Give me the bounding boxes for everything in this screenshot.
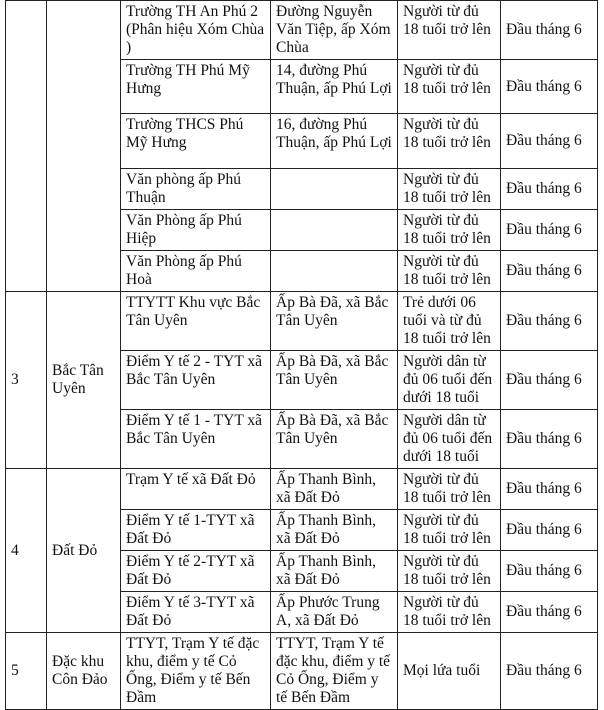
vaccination-schedule-table bbox=[5, 0, 598, 710]
location-cell: Văn phòng ấp Phú Thuận bbox=[121, 169, 271, 210]
target-cell: Người dân từ đủ 06 tuổi đến dưới 18 tuổi bbox=[398, 410, 501, 469]
time-cell: Đầu tháng 6 bbox=[501, 351, 598, 410]
target-cell: Người từ đủ 18 tuổi trở lên bbox=[398, 1, 501, 60]
time-cell: Đầu tháng 6 bbox=[501, 251, 598, 292]
target-cell: Người từ đủ 18 tuổi trở lên bbox=[398, 114, 501, 169]
time-cell: Đầu tháng 6 bbox=[501, 633, 598, 710]
location-cell: Văn Phòng ấp Phú Hoà bbox=[121, 251, 271, 292]
target-cell: Người từ đủ 18 tuổi trở lên bbox=[398, 592, 501, 633]
group-name-cell: Đất Đỏ bbox=[47, 469, 121, 633]
group-name-cell: Đặc khu Côn Đảo bbox=[47, 633, 121, 710]
location-cell: Trường TH Phú Mỹ Hưng bbox=[121, 60, 271, 114]
time-cell: Đầu tháng 6 bbox=[501, 292, 598, 351]
table-row bbox=[6, 292, 598, 351]
time-cell: Đầu tháng 6 bbox=[501, 592, 598, 633]
target-cell: Mọi lứa tuổi bbox=[398, 633, 501, 710]
address-cell: Ấp Thanh Bình, xã Đất Đỏ bbox=[271, 469, 398, 510]
location-cell: Trạm Y tế xã Đất Đỏ bbox=[121, 469, 271, 510]
address-cell: 14, đường Phú Thuận, ấp Phú Lợi bbox=[271, 60, 398, 114]
location-cell: Trường TH An Phú 2 (Phân hiệu Xóm Chùa ) bbox=[121, 1, 271, 60]
location-cell: TTYT, Trạm Y tế đặc khu, điểm y tế Cỏ Ống, Điểm y tế Bến Đầm bbox=[121, 633, 271, 710]
location-cell: Trường THCS Phú Mỹ Hưng bbox=[121, 114, 271, 169]
address-cell: Ấp Phước Trung A, xã Đất Đỏ bbox=[271, 592, 398, 633]
target-cell: Người từ đủ 18 tuổi trở lên bbox=[398, 469, 501, 510]
time-cell: Đầu tháng 6 bbox=[501, 410, 598, 469]
target-cell: Người từ đủ 18 tuổi trở lên bbox=[398, 551, 501, 592]
location-cell: Điểm Y tế 2 - TYT xã Bắc Tân Uyên bbox=[121, 351, 271, 410]
group-number-cell: 3 bbox=[6, 292, 47, 469]
time-cell: Đầu tháng 6 bbox=[501, 169, 598, 210]
target-cell: Người từ đủ 18 tuổi trở lên bbox=[398, 510, 501, 551]
address-cell: TTYT, Trạm Y tế đặc khu, điểm y tế Cỏ Ống, Điểm y tế Bến Đầm bbox=[271, 633, 398, 710]
location-cell: Điểm Y tế 3-TYT xã Đất Đỏ bbox=[121, 592, 271, 633]
location-cell: Điểm Y tế 2-TYT xã Đất Đỏ bbox=[121, 551, 271, 592]
time-cell: Đầu tháng 6 bbox=[501, 510, 598, 551]
table-row bbox=[6, 1, 598, 60]
target-cell: Người từ đủ 18 tuổi trở lên bbox=[398, 251, 501, 292]
address-cell bbox=[271, 169, 398, 210]
address-cell: Ấp Bà Đã, xã Bắc Tân Uyên bbox=[271, 351, 398, 410]
address-cell: Ấp Bà Đã, xã Bắc Tân Uyên bbox=[271, 410, 398, 469]
time-cell: Đầu tháng 6 bbox=[501, 1, 598, 60]
group-number-cell: 5 bbox=[6, 633, 47, 710]
target-cell: Người từ đủ 18 tuổi trở lên bbox=[398, 60, 501, 114]
time-cell: Đầu tháng 6 bbox=[501, 60, 598, 114]
table-row bbox=[6, 469, 598, 510]
target-cell: Trẻ dưới 06 tuổi và từ đủ 18 tuổi trở lên bbox=[398, 292, 501, 351]
address-cell: Đường Nguyễn Văn Tiệp, ấp Xóm Chùa bbox=[271, 1, 398, 60]
address-cell: Ấp Thanh Bình, xã Đất Đỏ bbox=[271, 551, 398, 592]
target-cell: Người từ đủ 18 tuổi trở lên bbox=[398, 169, 501, 210]
group-name-cell: Bắc Tân Uyên bbox=[47, 292, 121, 469]
location-cell: TTYTT Khu vực Bắc Tân Uyên bbox=[121, 292, 271, 351]
address-cell: Ấp Bà Đã, xã Bắc Tân Uyên bbox=[271, 292, 398, 351]
time-cell: Đầu tháng 6 bbox=[501, 551, 598, 592]
time-cell: Đầu tháng 6 bbox=[501, 469, 598, 510]
group-number-cell bbox=[6, 1, 47, 292]
address-cell: 16, đường Phú Thuận, ấp Phú Lợi bbox=[271, 114, 398, 169]
time-cell: Đầu tháng 6 bbox=[501, 114, 598, 169]
target-cell: Người dân từ đủ 06 tuổi đến dưới 18 tuổi bbox=[398, 351, 501, 410]
address-cell bbox=[271, 251, 398, 292]
table-row bbox=[6, 633, 598, 710]
time-cell: Đầu tháng 6 bbox=[501, 210, 598, 251]
target-cell: Người từ đủ 18 tuổi trở lên bbox=[398, 210, 501, 251]
address-cell bbox=[271, 210, 398, 251]
location-cell: Văn Phòng ấp Phú Hiệp bbox=[121, 210, 271, 251]
group-number-cell: 4 bbox=[6, 469, 47, 633]
group-name-cell bbox=[47, 1, 121, 292]
address-cell: Ấp Thanh Bình, xã Đất Đỏ bbox=[271, 510, 398, 551]
location-cell: Điểm Y tế 1 - TYT xã Bắc Tân Uyên bbox=[121, 410, 271, 469]
location-cell: Điểm Y tế 1-TYT xã Đất Đỏ bbox=[121, 510, 271, 551]
